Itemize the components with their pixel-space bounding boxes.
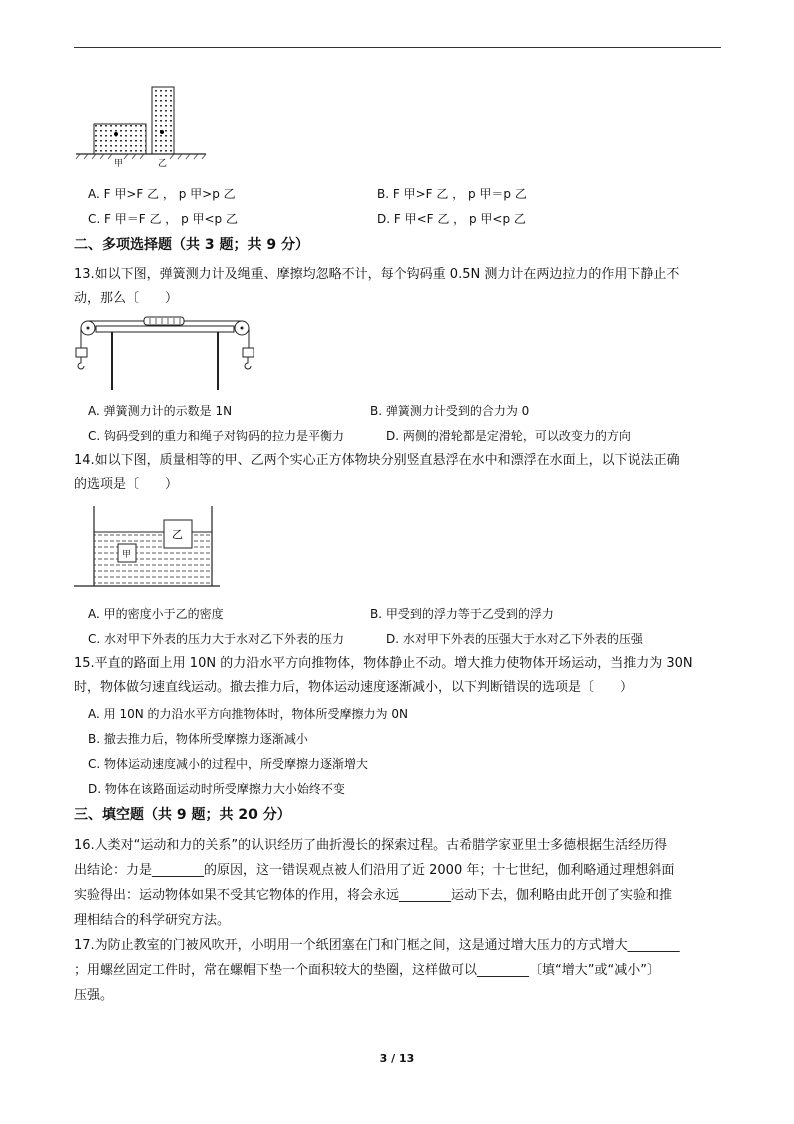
q14-option-b[interactable]: B. 甲受到的浮力等于乙受到的浮力 xyxy=(370,607,554,621)
page-number: 3 / 13 xyxy=(379,1052,415,1065)
q14-stem-line2: 的选项是〔 ） xyxy=(74,477,179,492)
q12-blocks-figure xyxy=(74,84,214,168)
q12-label-right: 乙 xyxy=(158,159,168,168)
q15-stem-line1: 15.平直的路面上用 10N 的力沿水平方向推物体，物体静止不动。增大推力使物体开场运动，当推力为 30N xyxy=(74,656,693,671)
q14-option-d[interactable]: D. 水对甲下外表的压强大于水对乙下外表的压强 xyxy=(386,632,643,646)
q14-water-figure xyxy=(74,502,224,594)
q12-option-d[interactable]: D. F 甲<F 乙 ， p 甲<p 乙 xyxy=(377,212,526,226)
section-2-title: 二、多项选择题（共 3 题；共 9 分） xyxy=(74,237,309,253)
q13-option-a[interactable]: A. 弹簧测力计的示数是 1N xyxy=(88,404,233,418)
q12-label-left: 甲 xyxy=(114,159,124,168)
q15-option-b[interactable]: B. 撤去推力后，物体所受摩擦力逐渐减小 xyxy=(88,732,308,746)
q12-option-c[interactable]: C. F 甲＝F 乙 ， p 甲<p 乙 xyxy=(88,212,238,226)
q13-pulley-figure xyxy=(74,312,254,392)
q12-option-b[interactable]: B. F 甲>F 乙 ， p 甲＝p 乙 xyxy=(377,187,527,201)
q17-line3: 压强。 xyxy=(74,988,114,1003)
q17-line1: 17.为防止教室的门被风吹开，小明用一个纸团塞在门和门框之间，这是通过增大压力的方式增大________ xyxy=(74,938,680,953)
q13-stem-line1: 13.如以下图，弹簧测力计及绳重、摩擦均忽略不计，每个钩码重 0.5N 测力计在两边拉力的作用下静止不 xyxy=(74,267,680,282)
q15-option-a[interactable]: A. 用 10N 的力沿水平方向推物体时，物体所受摩擦力为 0N xyxy=(88,707,408,721)
q16-line2: 出结论：力是________的原因，这一错误观点被人们沿用了近 2000 年；十七世纪，伽利略通过理想斜面 xyxy=(74,863,675,878)
q14-option-a[interactable]: A. 甲的密度小于乙的密度 xyxy=(88,607,224,621)
q14-label-left: 甲 xyxy=(122,550,132,560)
q16-line1: 16.人类对“运动和力的关系”的认识经历了曲折漫长的探索过程。古希腊学家亚里士多德根据生活经历得 xyxy=(74,838,668,853)
q14-option-c[interactable]: C. 水对甲下外表的压力大于水对乙下外表的压力 xyxy=(88,632,345,646)
q14-stem-line1: 14.如以下图，质量相等的甲、乙两个实心正方体物块分别竖直悬浮在水中和漂浮在水面上，以下说法正确 xyxy=(74,453,680,468)
q15-stem-line2: 时，物体做匀速直线运动。撤去推力后，物体运动速度逐渐减小，以下判断错误的选项是〔 ） xyxy=(74,680,634,695)
q13-option-d[interactable]: D. 两侧的滑轮都是定滑轮，可以改变力的方向 xyxy=(386,429,631,443)
q15-option-d[interactable]: D. 物体在该路面运动时所受摩擦力大小始终不变 xyxy=(88,782,345,796)
q12-option-a[interactable]: A. F 甲>F 乙 ， p 甲>p 乙 xyxy=(88,187,236,201)
q16-line3: 实验得出：运动物体如果不受其它物体的作用，将会永远________运动下去，伽利略由此开创了实验和推 xyxy=(74,888,673,903)
q13-option-c[interactable]: C. 钩码受到的重力和绳子对钩码的拉力是平衡力 xyxy=(88,429,345,443)
q14-label-right: 乙 xyxy=(172,528,183,541)
q13-stem-line2: 动，那么〔 ） xyxy=(74,291,179,306)
q15-option-c[interactable]: C. 物体运动速度减小的过程中，所受摩擦力逐渐增大 xyxy=(88,757,369,771)
q17-line2: ；用螺丝固定工件时，常在螺帽下垫一个面积较大的垫圈，这样做可以________〔填“增大”或“减小”〕 xyxy=(74,963,660,978)
q13-option-b[interactable]: B. 弹簧测力计受到的合力为 0 xyxy=(370,404,530,418)
header-rule xyxy=(74,47,721,48)
q16-line4: 理相结合的科学研究方法。 xyxy=(74,913,231,928)
section-3-title: 三、填空题（共 9 题；共 20 分） xyxy=(74,807,291,823)
